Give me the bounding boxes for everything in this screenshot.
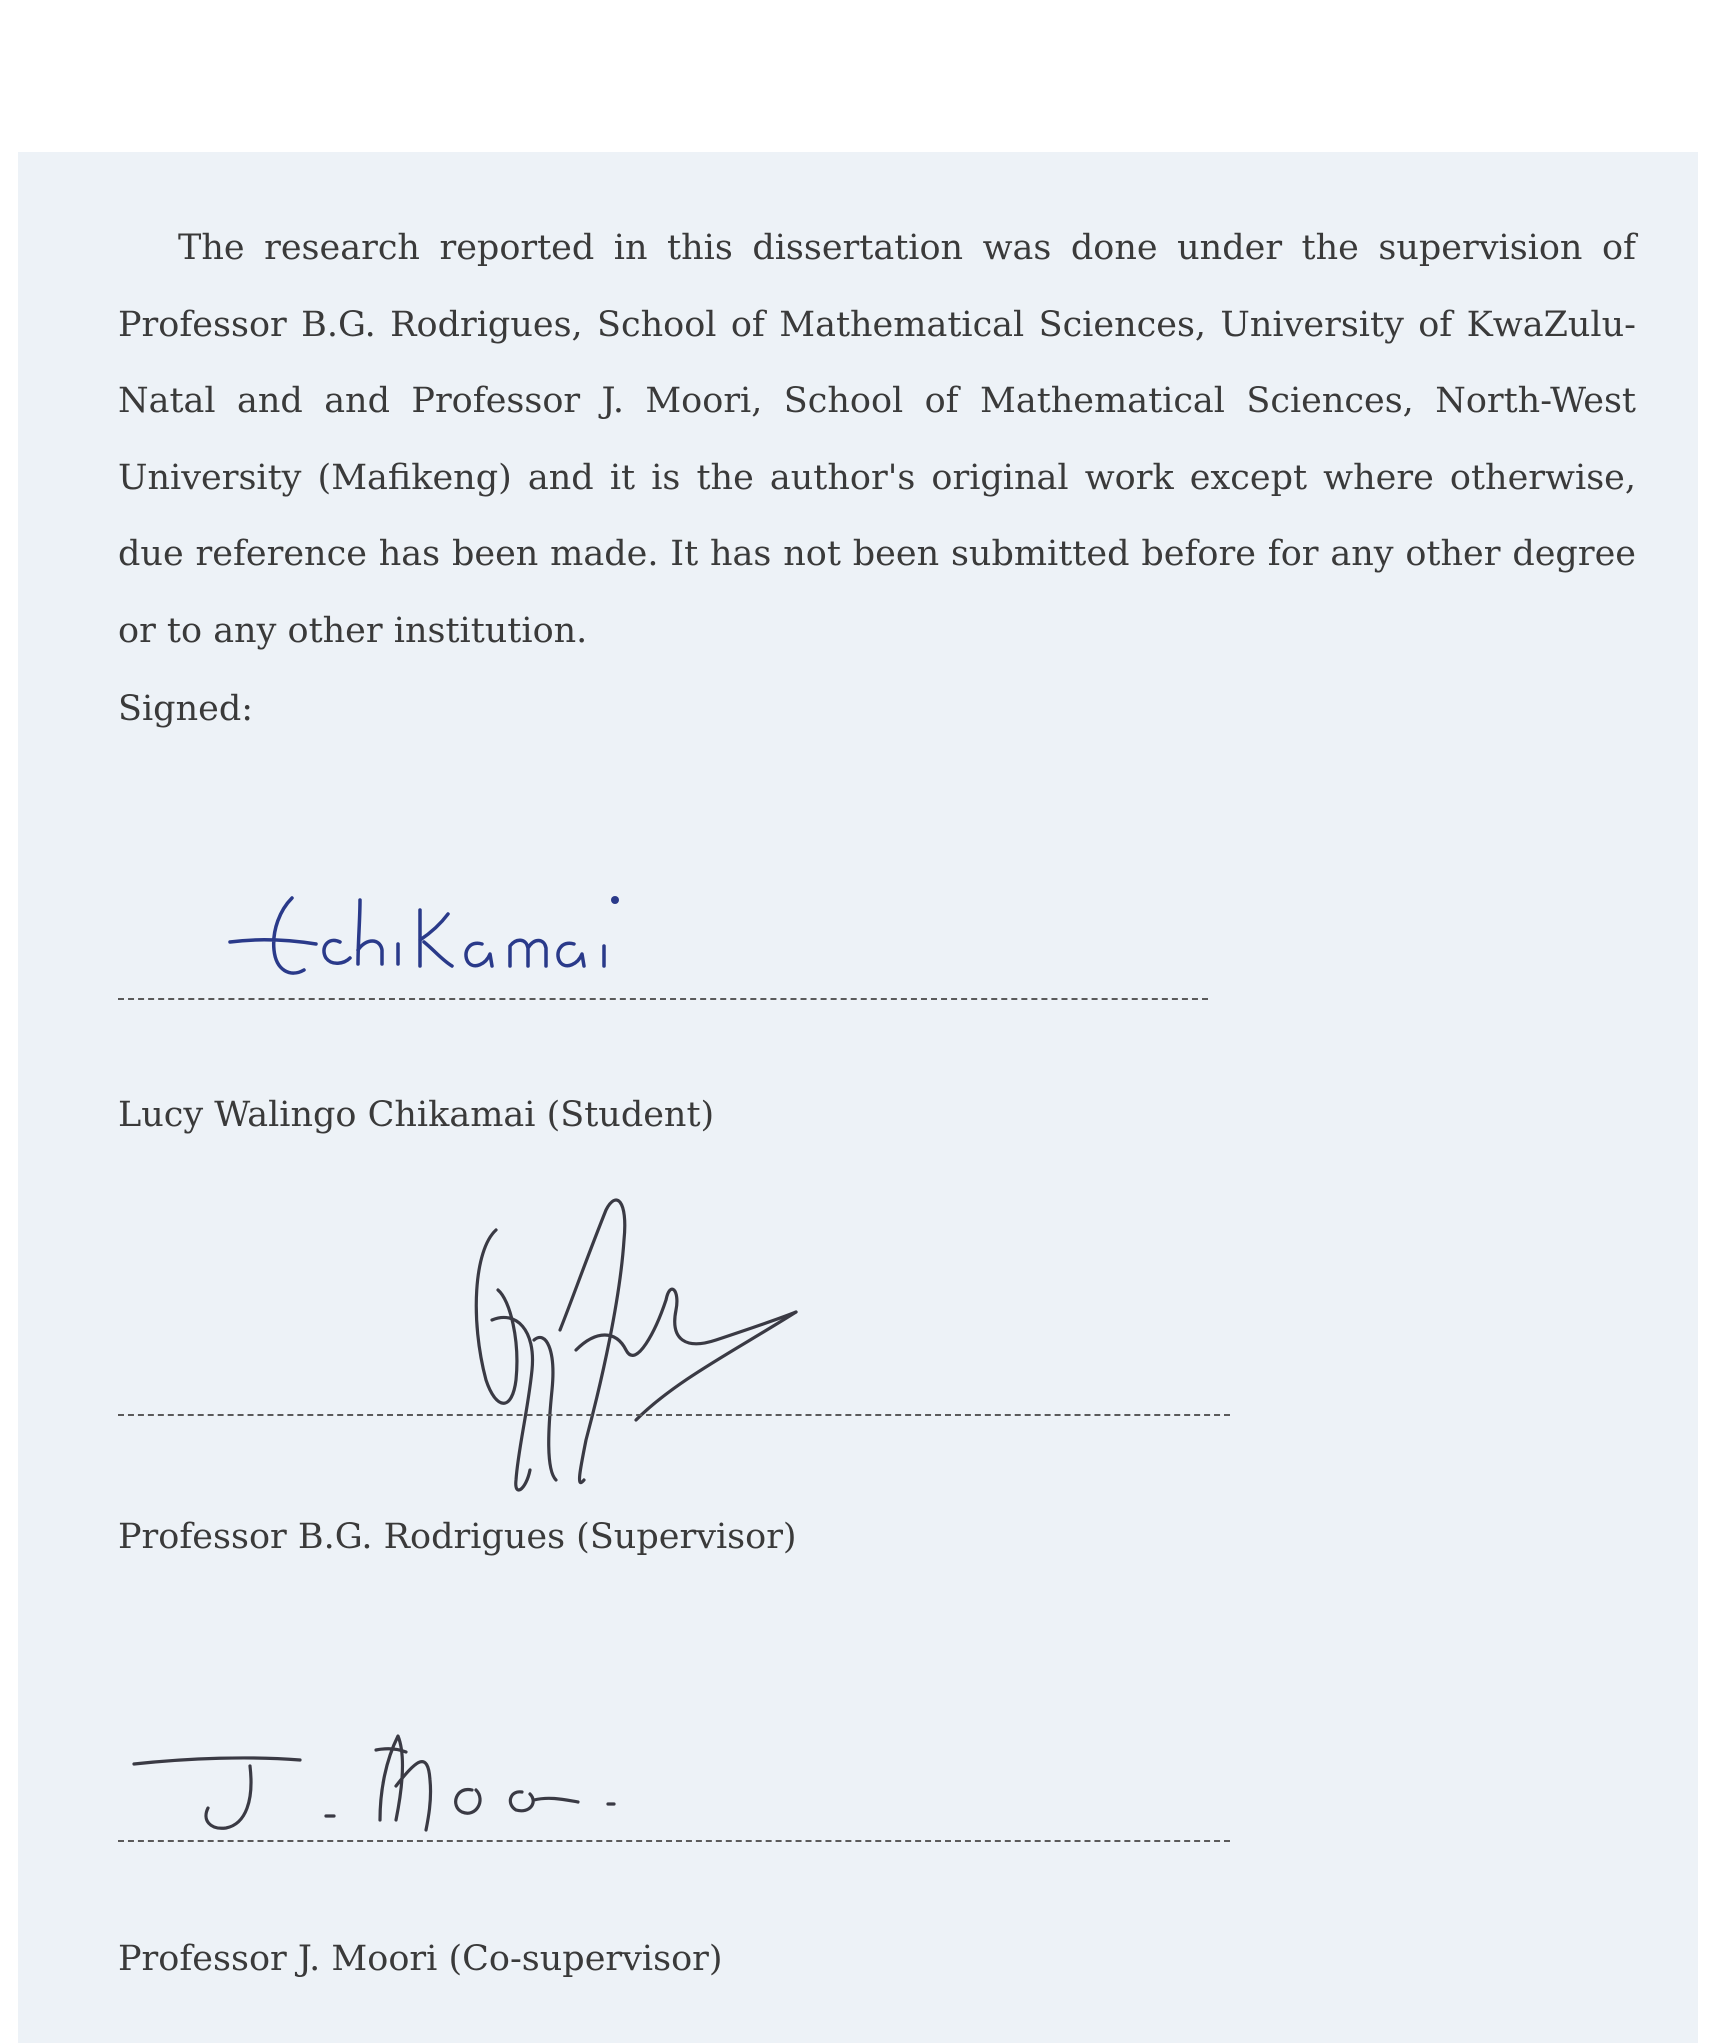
supervisor-signature (456, 1180, 816, 1510)
co-supervisor-name: Professor J. Moori (Co-supervisor) (118, 1939, 723, 1979)
student-name: Lucy Walingo Chikamai (Student) (118, 1095, 715, 1135)
co-supervisor-signature-line (118, 1840, 1230, 1842)
student-signature (220, 880, 760, 1000)
co-supervisor-signature (130, 1720, 730, 1870)
supervisor-signature-line (118, 1414, 1230, 1416)
signed-label: Signed: (118, 689, 254, 729)
supervisor-name: Professor B.G. Rodrigues (Supervisor) (118, 1517, 797, 1557)
declaration-paragraph: The research reported in this dissertation was done under the supervision of Professor B.G. Rodrigues, School of Mathematical Sciences, University of KwaZulu-Natal and and Professor J. Moori, School of Mathematical Sciences, North-West University (Mafikeng) and it is the author's original work except where otherwise, due reference has been made. It has not been submitted before for any other degree or to any other institution. (118, 228, 1636, 651)
student-signature-line (118, 998, 1208, 1000)
